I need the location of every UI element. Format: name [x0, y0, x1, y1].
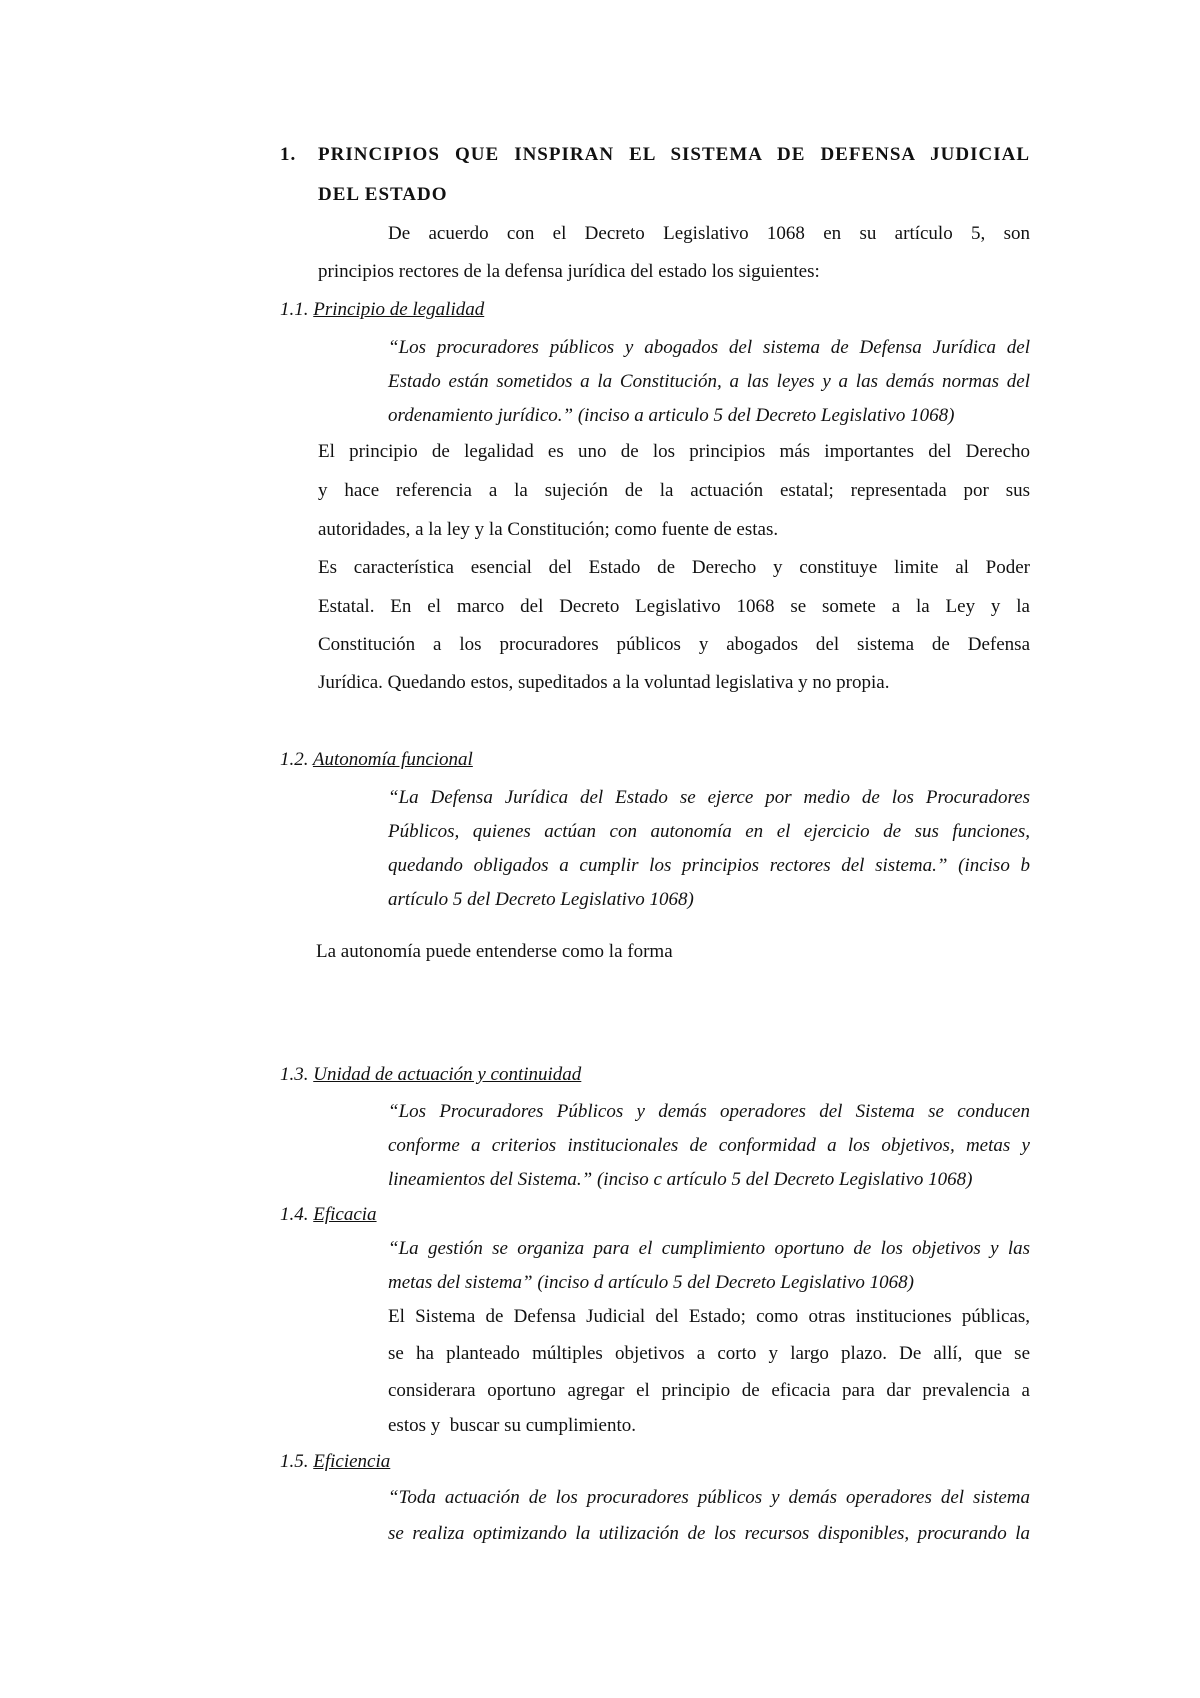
body-line: Jurídica. Quedando estos, supeditados a la voluntad legislativa y no propia.: [318, 672, 890, 693]
body-line: estos y buscar su cumplimiento.: [388, 1415, 637, 1436]
quote-line: quedando obligados a cumplir los principios rectores del sistema.” (inciso b: [388, 855, 1030, 876]
body-line: Es característica esencial del Estado de Derecho y constituye limite al Poder: [318, 557, 1030, 578]
quote-line: “Los procuradores públicos y abogados del sistema de Defensa Jurídica del: [388, 337, 1030, 358]
quote-line: artículo 5 del Decreto Legislativo 1068): [388, 889, 694, 910]
heading-line-1: PRINCIPIOS QUE INSPIRAN EL SISTEMA DE DEFENSA JUDICIAL: [318, 144, 1030, 165]
subsection-title: Eficiencia: [313, 1451, 391, 1472]
subsection-number: 1.5.: [280, 1451, 309, 1472]
subsection-title: Principio de legalidad: [313, 299, 485, 320]
subsection-heading: [280, 1203, 377, 1227]
subsection-number: 1.3.: [280, 1064, 309, 1085]
subsection-title: Unidad de actuación y continuidad: [313, 1064, 582, 1085]
quote-line: “La Defensa Jurídica del Estado se ejerce por medio de los Procuradores: [388, 787, 1030, 808]
body-line: autoridades, a la ley y la Constitución; como fuente de estas.: [318, 519, 779, 540]
subsection-title: Eficacia: [313, 1204, 377, 1225]
body-line: El Sistema de Defensa Judicial del Estado; como otras instituciones públicas,: [388, 1306, 1030, 1327]
quote-line: Estado están sometidos a la Constitución, a las leyes y a las demás normas del: [388, 371, 1030, 392]
subsection-heading: [280, 748, 473, 772]
quote-line: conforme a criterios institucionales de conformidad a los objetivos, metas y: [388, 1135, 1030, 1156]
quote-line: “La gestión se organiza para el cumplimiento oportuno de los objetivos y las: [388, 1238, 1030, 1259]
body-line: Estatal. En el marco del Decreto Legislativo 1068 se somete a la Ley y la: [318, 596, 1030, 617]
quote-line: ordenamiento jurídico.” (inciso a articulo 5 del Decreto Legislativo 1068): [388, 405, 955, 426]
quote-line: se realiza optimizando la utilización de los recursos disponibles, procurando la: [388, 1523, 1030, 1544]
intro-line: De acuerdo con el Decreto Legislativo 1068 en su artículo 5, son: [388, 223, 1030, 244]
heading-number: 1.: [280, 144, 297, 165]
quote-line: “Los Procuradores Públicos y demás operadores del Sistema se conducen: [388, 1101, 1030, 1122]
quote-line: Públicos, quienes actúan con autonomía en el ejercicio de sus funciones,: [388, 821, 1030, 842]
quote-line: “Toda actuación de los procuradores públicos y demás operadores del sistema: [388, 1487, 1030, 1508]
quote-line: metas del sistema” (inciso d artículo 5 del Decreto Legislativo 1068): [388, 1272, 914, 1293]
section-heading: [280, 143, 1030, 167]
quote-line: lineamientos del Sistema.” (inciso c artículo 5 del Decreto Legislativo 1068): [388, 1169, 973, 1190]
body-line: La autonomía puede entenderse como la forma: [316, 941, 673, 962]
subsection-title: Autonomía funcional: [312, 749, 473, 770]
body-line: considerara oportuno agregar el principio de eficacia para dar prevalencia a: [388, 1380, 1030, 1401]
heading-line-2: DEL ESTADO: [318, 184, 448, 205]
body-line: y hace referencia a la sujeción de la actuación estatal; representada por sus: [318, 480, 1030, 501]
body-line: se ha planteado múltiples objetivos a corto y largo plazo. De allí, que se: [388, 1343, 1030, 1364]
intro-line: principios rectores de la defensa jurídica del estado los siguientes:: [318, 261, 820, 282]
subsection-number: 1.4.: [280, 1204, 309, 1225]
subsection-heading: [280, 298, 484, 322]
subsection-number: 1.2.: [280, 749, 309, 770]
body-line: Constitución a los procuradores públicos y abogados del sistema de Defensa: [318, 634, 1030, 655]
subsection-number: 1.1.: [280, 299, 309, 320]
body-line: El principio de legalidad es uno de los principios más importantes del Derecho: [318, 441, 1030, 462]
subsection-heading: [280, 1450, 390, 1474]
subsection-heading: [280, 1063, 581, 1087]
